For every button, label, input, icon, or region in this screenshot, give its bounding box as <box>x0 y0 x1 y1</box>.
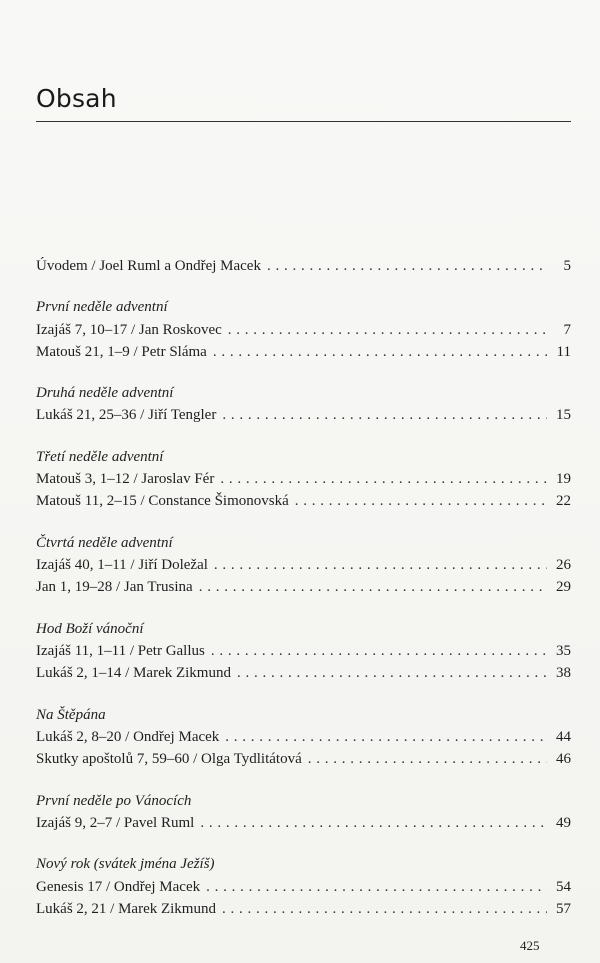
dot-leader <box>222 407 547 424</box>
dot-leader <box>222 901 547 918</box>
dot-leader <box>267 258 547 275</box>
dot-leader <box>214 557 547 574</box>
section-heading: Druhá neděle adventní <box>36 385 174 401</box>
entry-page: 44 <box>556 729 571 745</box>
toc-entry <box>36 579 571 599</box>
toc-entry <box>36 493 571 513</box>
toc-entry <box>36 729 571 749</box>
section-heading: Na Štěpána <box>36 707 106 723</box>
dot-leader <box>213 344 547 361</box>
toc-entry <box>36 643 571 663</box>
entry-page: 26 <box>556 557 571 573</box>
section-heading: První neděle adventní <box>36 299 168 315</box>
dot-leader <box>295 493 547 510</box>
toc-entry <box>36 751 571 771</box>
entry-page: 19 <box>556 471 571 487</box>
entry-title: Lukáš 2, 21 / Marek Zikmund <box>36 901 216 917</box>
entry-page: 38 <box>556 665 571 681</box>
entry-page: 57 <box>556 901 571 917</box>
dot-leader <box>206 879 547 896</box>
section-heading: Nový rok (svátek jména Ježíš) <box>36 856 215 872</box>
entry-page: 35 <box>556 643 571 659</box>
toc-entry <box>36 344 571 364</box>
toc-entry <box>36 258 571 278</box>
section-heading: Třetí neděle adventní <box>36 449 164 465</box>
entry-title: Izajáš 40, 1–11 / Jiří Doležal <box>36 557 208 573</box>
dot-leader <box>237 665 547 682</box>
page-heading: Obsah <box>36 84 117 113</box>
toc-entry <box>36 879 571 899</box>
dot-leader <box>211 643 547 660</box>
toc-entry <box>36 901 571 921</box>
entry-title: Skutky apoštolů 7, 59–60 / Olga Tydlitátová <box>36 751 302 767</box>
entry-title: Izajáš 7, 10–17 / Jan Roskovec <box>36 322 222 338</box>
entry-page: 22 <box>556 493 571 509</box>
toc-entry <box>36 665 571 685</box>
section-heading: Čtvrtá neděle adventní <box>36 535 173 551</box>
dot-leader <box>199 579 547 596</box>
entry-title: Úvodem / Joel Ruml a Ondřej Macek <box>36 258 261 274</box>
entry-title: Izajáš 11, 1–11 / Petr Gallus <box>36 643 205 659</box>
entry-title: Matouš 3, 1–12 / Jaroslav Fér <box>36 471 215 487</box>
entry-title: Genesis 17 / Ondřej Macek <box>36 879 201 895</box>
entry-title: Jan 1, 19–28 / Jan Trusina <box>36 579 193 595</box>
toc-entry <box>36 557 571 577</box>
heading-rule <box>36 121 571 122</box>
dot-leader <box>200 815 547 832</box>
entry-page: 46 <box>556 751 571 767</box>
dot-leader <box>228 322 547 339</box>
entry-page: 54 <box>556 879 571 895</box>
page-number: 425 <box>520 938 540 953</box>
section-heading: Hod Boží vánoční <box>36 621 144 637</box>
toc-entry <box>36 815 571 835</box>
dot-leader <box>220 471 547 488</box>
entry-page: 29 <box>556 579 571 595</box>
toc-entry <box>36 407 571 427</box>
entry-title: Lukáš 2, 8–20 / Ondřej Macek <box>36 729 220 745</box>
dot-leader <box>225 729 547 746</box>
section-heading: První neděle po Vánocích <box>36 793 192 809</box>
entry-page: 49 <box>556 815 571 831</box>
entry-title: Lukáš 21, 25–36 / Jiří Tengler <box>36 407 217 423</box>
entry-page: 11 <box>556 344 571 360</box>
entry-title: Lukáš 2, 1–14 / Marek Zikmund <box>36 665 231 681</box>
entry-title: Matouš 11, 2–15 / Constance Šimonovská <box>36 493 289 509</box>
entry-page: 7 <box>563 322 571 338</box>
entry-title: Matouš 21, 1–9 / Petr Sláma <box>36 344 207 360</box>
toc-entry <box>36 471 571 491</box>
toc-entry <box>36 322 571 342</box>
entry-title: Izajáš 9, 2–7 / Pavel Ruml <box>36 815 195 831</box>
entry-page: 5 <box>563 258 571 274</box>
dot-leader <box>308 751 547 768</box>
entry-page: 15 <box>556 407 571 423</box>
